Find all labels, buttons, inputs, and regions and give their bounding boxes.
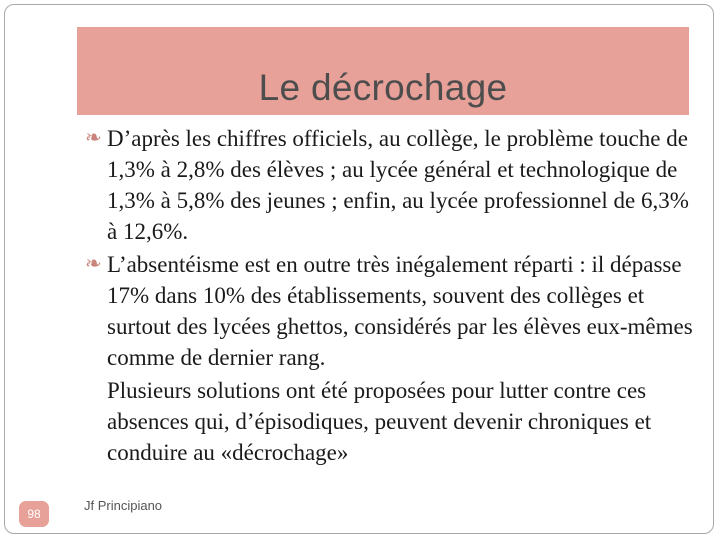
bullet-item xyxy=(85,123,695,247)
continuation-paragraph: Plusieurs solutions ont été proposées pour lutter contre ces absences qui, d’épisodiques, peuvent devenir chroniques et conduire au «décrochage» xyxy=(107,378,652,465)
title-band xyxy=(77,27,689,115)
slide xyxy=(4,4,714,534)
bullet-arrow-icon: ❧ xyxy=(85,127,102,149)
page-number-badge: 98 xyxy=(19,501,49,527)
bullet-text: D’après les chiffres officiels, au collège, le problème touche de 1,3% à 2,8% des élèves ; au lycée général et technologique de 1,3% à 5,8% des jeunes ; enfin, au lycée professionnel de 6,3% à 12,6%. xyxy=(107,126,689,244)
bullet-text: L’absentéisme est en outre très inégalement réparti : il dépasse 17% dans 10% des établissements, souvent des collèges et surtout des lycées ghettos, considérés par les élèves eux-mêmes comme de dernier rang. xyxy=(107,252,693,370)
slide-title: Le décrochage xyxy=(258,67,508,108)
bullet-item xyxy=(85,249,695,373)
footer-author: Jf Principiano xyxy=(84,498,163,513)
slide-body xyxy=(85,123,695,468)
bullet-arrow-icon: ❧ xyxy=(85,253,102,275)
